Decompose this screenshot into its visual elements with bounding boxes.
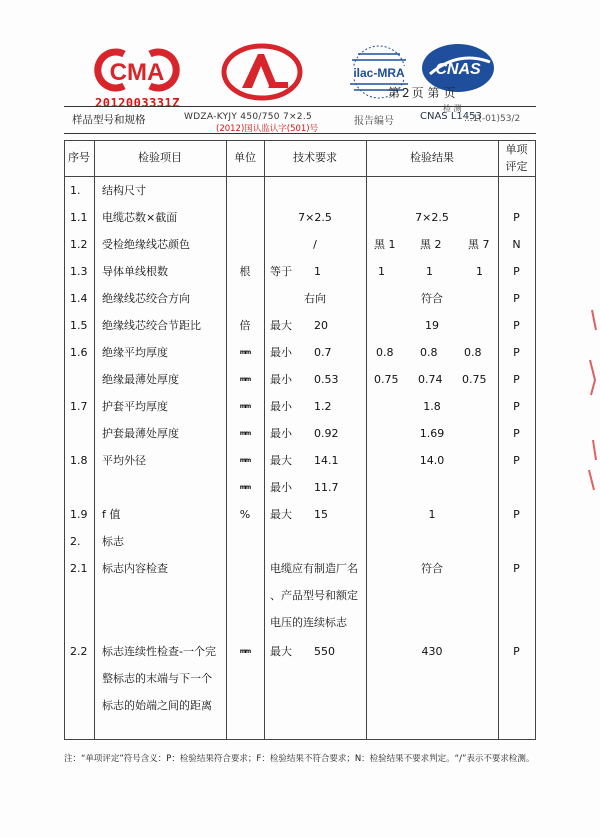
row-result-2: 0.8	[420, 346, 438, 359]
table-top-border	[64, 140, 536, 141]
row-result: 1	[428, 508, 436, 521]
row-req-qualifier: 最大	[270, 645, 292, 658]
row-item: 平均外径	[102, 454, 146, 467]
row-no: 1.7	[70, 400, 88, 413]
row-item: 绝缘最薄处厚度	[102, 373, 179, 386]
row-verdict: P	[513, 454, 520, 467]
row-result-2: 1	[426, 265, 433, 278]
row-verdict: P	[513, 319, 520, 332]
row-verdict: P	[513, 265, 520, 278]
row-req-value: 0.53	[314, 373, 339, 386]
cal-logo-text: CAL	[261, 100, 263, 101]
row-result-3: 黑 7	[468, 238, 490, 251]
row-requirement: 7×2.5	[298, 211, 332, 224]
row-req-value: 1	[314, 265, 321, 278]
row-result: 14.0	[419, 454, 445, 467]
row-result: 430	[421, 645, 443, 658]
row-result: 符合	[421, 562, 443, 575]
row-result: 1.8	[423, 400, 441, 413]
row-unit: mm	[239, 403, 251, 410]
page-current: 2	[402, 86, 410, 100]
report-code-tail: ...1(-01)53/2	[464, 114, 521, 124]
row-item: 绝缘线芯绞合节距比	[102, 319, 201, 332]
ilac-logo-text: ilac-MRA	[353, 66, 405, 80]
row-result-3: 0.8	[464, 346, 482, 359]
row-unit: mm	[239, 648, 251, 655]
row-item-line: 整标志的末端与下一个	[102, 672, 212, 685]
row-result-1: 黑 1	[374, 238, 396, 251]
row-result-1: 1	[378, 265, 385, 278]
col-header-result: 检验结果	[410, 151, 454, 164]
col-header-no: 序号	[68, 151, 90, 164]
row-req-qualifier: 最小	[270, 400, 292, 413]
row-result: 符合	[421, 292, 443, 305]
inspection-table	[64, 140, 536, 740]
row-unit: %	[239, 508, 251, 521]
row-verdict: P	[513, 427, 520, 440]
col-header-unit: 单位	[234, 151, 256, 164]
row-no: 1.4	[70, 292, 88, 305]
row-req-line: 电压的连续标志	[270, 616, 347, 629]
row-no: 1.8	[70, 454, 88, 467]
row-req-value: 1.2	[314, 400, 332, 413]
row-item: 标志内容检查	[102, 562, 168, 575]
row-item: f 值	[102, 508, 121, 521]
table-bottom-border	[64, 739, 536, 740]
table-header-border	[64, 176, 536, 177]
row-verdict: P	[513, 645, 520, 658]
report-code-label: 报告编号	[354, 116, 394, 127]
row-requirement: /	[313, 238, 317, 251]
row-result: 7×2.5	[415, 211, 449, 224]
row-req-value: 0.92	[314, 427, 339, 440]
cma-logo	[94, 46, 180, 94]
row-item: 标志	[102, 535, 124, 548]
page-suffix: 页	[443, 86, 456, 100]
row-req-qualifier: 最小	[270, 481, 292, 494]
row-no: 1.9	[70, 508, 88, 521]
row-item: 导体单线根数	[102, 265, 168, 278]
row-req-qualifier: 等于	[270, 265, 292, 278]
row-item: 护套平均厚度	[102, 400, 168, 413]
row-req-value: 550	[314, 645, 335, 658]
row-result-3: 1	[476, 265, 483, 278]
row-result-2: 黑 2	[420, 238, 442, 251]
cnas-logo-text: CNAS	[435, 61, 481, 78]
col-header-verdict-l2: 评定	[505, 160, 528, 173]
cal-logo	[220, 42, 304, 102]
row-no: 1.2	[70, 238, 88, 251]
row-item: 结构尺寸	[102, 184, 146, 197]
page-indicator	[388, 84, 458, 101]
row-verdict: P	[513, 562, 520, 575]
page-mid: 页 第	[411, 86, 440, 100]
col-line-3	[264, 140, 265, 740]
row-req-value: 15	[314, 508, 328, 521]
row-verdict: P	[513, 373, 520, 386]
row-requirement: 右向	[304, 292, 326, 305]
row-req-qualifier: 最大	[270, 508, 292, 521]
row-req-qualifier: 最大	[270, 454, 292, 467]
report-number: 2012003331Z	[95, 96, 180, 110]
row-item: 受检绝缘线芯颜色	[102, 238, 190, 251]
row-no: 2.2	[70, 645, 88, 658]
col-line-0	[64, 140, 65, 740]
row-req-value: 0.7	[314, 346, 332, 359]
row-no: 1.5	[70, 319, 88, 332]
row-verdict: P	[513, 508, 520, 521]
row-no: 1.1	[70, 211, 88, 224]
col-header-requirement: 技术要求	[293, 151, 337, 164]
row-item-line: 标志的始端之间的距离	[102, 699, 212, 712]
row-req-qualifier: 最小	[270, 427, 292, 440]
row-req-value: 14.1	[314, 454, 339, 467]
row-req-qualifier: 最小	[270, 346, 292, 359]
row-result: 19	[425, 319, 439, 332]
cma-logo-text: CMA	[109, 59, 165, 86]
row-unit: mm	[239, 430, 251, 437]
row-no: 2.1	[70, 562, 88, 575]
row-no: 1.6	[70, 346, 88, 359]
row-unit: mm	[239, 349, 251, 356]
row-unit: 根	[239, 265, 251, 278]
row-item: 电缆芯数×截面	[102, 211, 178, 224]
row-item: 绝缘平均厚度	[102, 346, 168, 359]
page-prefix: 第	[388, 86, 401, 100]
row-unit: mm	[239, 376, 251, 383]
row-req-qualifier: 最大	[270, 319, 292, 332]
row-verdict: P	[513, 346, 520, 359]
col-line-1	[94, 140, 95, 740]
row-unit: mm	[239, 457, 251, 464]
sample-model: WDZA-KYJY 450/750 7×2.5	[184, 112, 313, 122]
cnas-code: CNAS L1453	[420, 111, 482, 122]
row-no: 2.	[70, 535, 81, 548]
col-line-6	[535, 140, 536, 740]
row-item: 绝缘线芯绞合方向	[102, 292, 190, 305]
col-header-item: 检验项目	[138, 151, 182, 164]
row-item: 护套最薄处厚度	[102, 427, 179, 440]
row-verdict: P	[513, 400, 520, 413]
row-req-value: 20	[314, 319, 328, 332]
cert-stamp-text: (2012)国认监认字(501)号	[216, 124, 319, 134]
row-req-line: 、产品型号和额定	[270, 589, 358, 602]
certification-logos	[0, 0, 600, 110]
sample-label: 样品型号和规格	[72, 114, 146, 126]
row-result-2: 0.74	[418, 373, 443, 386]
col-header-verdict-l1: 单项	[505, 143, 528, 156]
row-req-line: 电缆应有制造厂名	[270, 562, 358, 575]
row-verdict: N	[512, 238, 521, 251]
row-result-1: 0.8	[376, 346, 394, 359]
red-stamp-edge-icon	[584, 300, 598, 500]
row-no: 1.	[70, 184, 81, 197]
row-verdict: P	[513, 211, 520, 224]
row-verdict: P	[513, 292, 520, 305]
row-unit: mm	[239, 484, 251, 491]
row-unit: 倍	[239, 319, 251, 332]
row-item-line: 标志连续性检查-一个完	[102, 645, 216, 658]
row-result-1: 0.75	[374, 373, 399, 386]
row-req-qualifier: 最小	[270, 373, 292, 386]
row-result-3: 0.75	[462, 373, 487, 386]
row-req-value: 11.7	[314, 481, 339, 494]
footnote: 注：“单项评定”符号含义：P：检验结果符合要求；F：检验结果不符合要求；N：检验结果不要求判定。“/”表示不要求检测。	[64, 754, 535, 764]
row-result: 1.69	[419, 427, 445, 440]
jiance-label: 检 测	[443, 104, 462, 113]
row-no: 1.3	[70, 265, 88, 278]
